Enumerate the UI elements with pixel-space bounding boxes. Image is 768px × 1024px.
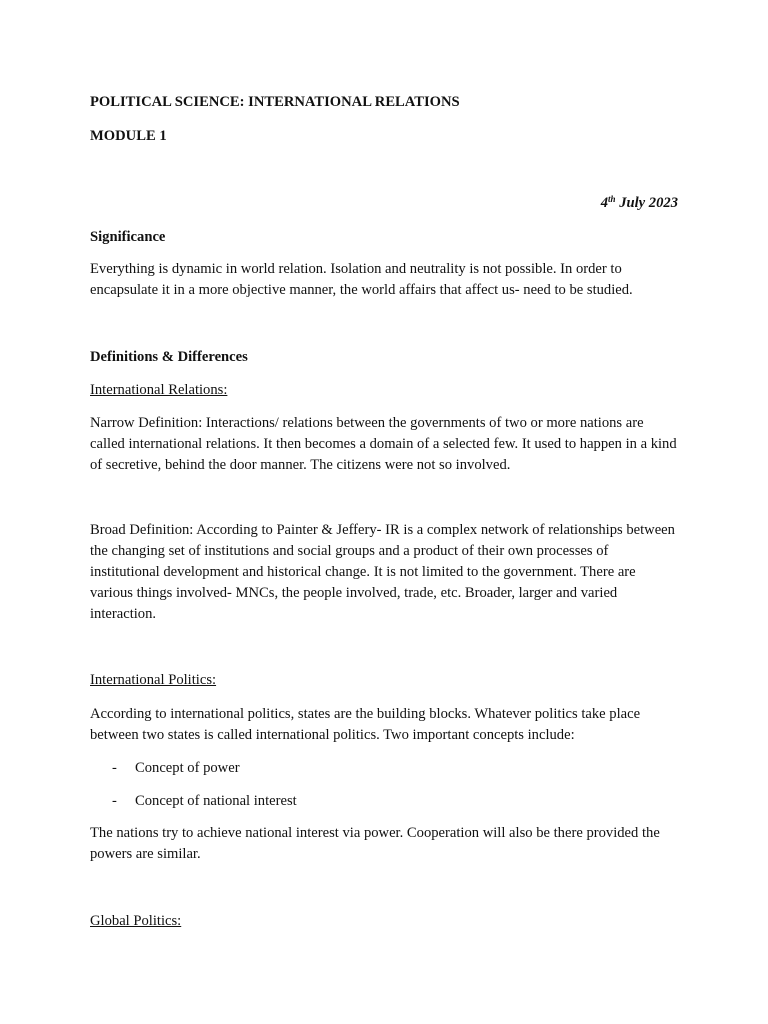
- document-date: [601, 193, 678, 214]
- date-day: 4: [600, 195, 609, 211]
- global-politics-subheading: [90, 911, 680, 932]
- bullet-concept-of-national-interest: Concept of national interest: [135, 793, 297, 809]
- definitions-heading: Definitions & Differences: [90, 349, 248, 365]
- ip-subheading: [90, 670, 680, 691]
- ip-closing-paragraph: The nations try to achieve national interest via power. Cooperation will also be there provided the powers are similar.: [90, 825, 660, 862]
- date-rest: July 2023: [615, 195, 678, 211]
- broad-definition: Broad Definition: According to Painter & Jeffery- IR is a complex network of relationships between the changing set of institutions and social groups and a product of their own processes of institutional development and historical change. It is not limited to the government. There are various things involved- MNCs, the people involved, trade, etc. Broader, larger and varied interaction.: [90, 522, 675, 622]
- date-suffix: th: [608, 194, 616, 204]
- bullet-marker: -: [112, 793, 117, 809]
- significance-heading: Significance: [90, 229, 166, 245]
- ip-subheading-text: International Politics:: [90, 672, 217, 688]
- bullet-concept-of-power: Concept of power: [135, 760, 240, 776]
- global-politics-subheading-text: Global Politics:: [90, 913, 182, 929]
- ip-paragraph: According to international politics, states are the building blocks. Whatever politics take place between two states is called international politics. Two important concepts include:: [90, 706, 641, 743]
- narrow-definition: Narrow Definition: Interactions/ relations between the governments of two or more nations are called international relations. It then becomes a domain of a selected few. It used to happen in a kind of secretive, behind the door manner. The citizens were not so involved.: [90, 415, 677, 473]
- document-title: POLITICAL SCIENCE: INTERNATIONAL RELATIONS: [90, 94, 460, 110]
- module-heading: MODULE 1: [90, 128, 167, 144]
- ir-subheading: [90, 380, 680, 401]
- ir-subheading-text: International Relations:: [90, 382, 228, 398]
- significance-paragraph: Everything is dynamic in world relation. Isolation and neutrality is not possible. In order to encapsulate it in a more objective manner, the world affairs that affect us- need to be studied.: [90, 261, 633, 298]
- bullet-marker: -: [112, 760, 117, 776]
